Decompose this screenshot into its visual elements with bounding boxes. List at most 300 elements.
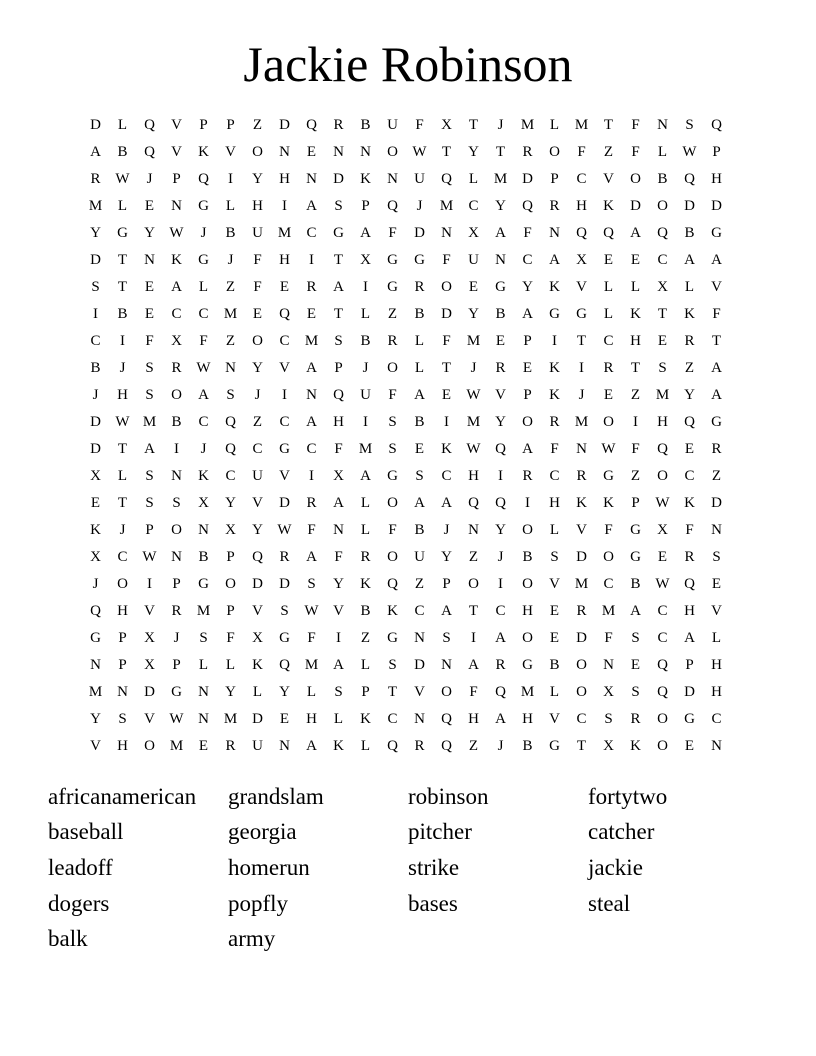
grid-letter: L — [468, 171, 479, 187]
grid-letter: L — [657, 144, 668, 160]
grid-letter: G — [117, 225, 128, 241]
grid-letter: C — [387, 711, 398, 727]
grid-letter: I — [282, 198, 287, 214]
grid-letter: G — [522, 657, 533, 673]
grid-letter: L — [117, 117, 128, 133]
grid-letter: I — [336, 630, 341, 646]
grid-letter: F — [442, 252, 451, 268]
grid-letter: E — [495, 333, 506, 349]
grid-letter: F — [253, 279, 262, 295]
grid-letter: I — [228, 171, 233, 187]
grid-letter: K — [684, 306, 695, 322]
grid-letter: Z — [387, 306, 398, 322]
grid-letter: S — [334, 198, 343, 214]
grid-letter: J — [578, 387, 585, 403]
grid-letter: A — [360, 225, 371, 241]
grid-letter: V — [144, 711, 155, 727]
grid-letter: N — [171, 549, 182, 565]
grid-letter: K — [603, 198, 614, 214]
grid-letter: S — [604, 711, 613, 727]
grid-letter: I — [525, 495, 530, 511]
grid-letter: S — [388, 441, 397, 457]
grid-letter: C — [225, 468, 236, 484]
grid-letter: O — [468, 576, 479, 592]
grid-letter: V — [576, 279, 587, 295]
grid-letter: S — [685, 117, 694, 133]
grid-letter: H — [468, 711, 479, 727]
grid-letter: C — [279, 414, 290, 430]
grid-letter: T — [468, 117, 479, 133]
grid-letter: M — [223, 711, 238, 727]
grid-letter: B — [117, 144, 128, 160]
grid-letter: K — [549, 360, 560, 376]
grid-letter: V — [225, 144, 236, 160]
grid-letter: N — [279, 144, 290, 160]
grid-letter: I — [633, 414, 638, 430]
grid-letter: E — [549, 630, 560, 646]
grid-letter: M — [169, 738, 184, 754]
grid-letter: E — [144, 279, 155, 295]
word-list-item: robinson — [408, 784, 489, 809]
grid-letter: L — [117, 468, 128, 484]
grid-letter: U — [252, 225, 263, 241]
grid-letter: N — [495, 252, 506, 268]
grid-letter: X — [468, 225, 479, 241]
grid-letter: H — [252, 198, 263, 214]
grid-letter: H — [711, 657, 722, 673]
grid-letter: E — [630, 657, 641, 673]
grid-letter: Y — [252, 522, 263, 538]
grid-letter: P — [334, 360, 343, 376]
grid-letter: A — [630, 603, 641, 619]
grid-letter: M — [88, 198, 103, 214]
grid-letter: Z — [630, 468, 641, 484]
grid-letter: A — [711, 360, 722, 376]
grid-letter: X — [90, 468, 101, 484]
grid-letter: K — [198, 144, 209, 160]
grid-letter: W — [412, 144, 427, 160]
grid-letter: Y — [468, 306, 479, 322]
grid-letter: Z — [468, 738, 479, 754]
grid-letter: I — [498, 468, 503, 484]
grid-letter: P — [226, 549, 235, 565]
grid-letter: A — [333, 279, 344, 295]
grid-letter: L — [198, 279, 209, 295]
grid-letter: O — [549, 144, 560, 160]
grid-letter: X — [441, 117, 452, 133]
grid-letter: K — [549, 387, 560, 403]
grid-letter: F — [388, 522, 397, 538]
grid-letter: H — [576, 198, 587, 214]
grid-letter: L — [549, 684, 560, 700]
grid-letter: F — [523, 225, 532, 241]
grid-letter: Y — [252, 171, 263, 187]
grid-letter: P — [361, 684, 370, 700]
grid-letter: L — [360, 522, 371, 538]
grid-letter: G — [279, 630, 290, 646]
grid-letter: Q — [495, 684, 506, 700]
grid-letter: L — [306, 684, 317, 700]
grid-letter: U — [387, 117, 398, 133]
grid-letter: V — [279, 468, 290, 484]
grid-letter: Q — [441, 738, 452, 754]
grid-letter: M — [196, 603, 211, 619]
grid-letter: A — [522, 306, 533, 322]
grid-letter: R — [522, 144, 533, 160]
grid-letter: X — [657, 522, 668, 538]
grid-letter: L — [549, 522, 560, 538]
grid-letter: O — [657, 198, 668, 214]
grid-letter: D — [90, 117, 101, 133]
grid-letter: T — [576, 738, 587, 754]
grid-letter: H — [468, 468, 479, 484]
grid-letter: S — [442, 630, 451, 646]
word-list-item: army — [228, 926, 276, 951]
grid-letter: Q — [387, 576, 398, 592]
grid-letter: J — [227, 252, 234, 268]
grid-letter: A — [333, 657, 344, 673]
grid-letter: B — [198, 549, 209, 565]
grid-letter: H — [117, 603, 128, 619]
grid-letter: D — [252, 711, 263, 727]
grid-letter: W — [169, 711, 184, 727]
grid-letter: P — [226, 117, 235, 133]
grid-letter: N — [549, 225, 560, 241]
grid-letter: N — [225, 360, 236, 376]
grid-letter: S — [145, 360, 154, 376]
grid-letter: P — [685, 657, 694, 673]
grid-letter: Y — [333, 576, 344, 592]
grid-letter: A — [333, 495, 344, 511]
grid-letter: L — [630, 279, 641, 295]
word-list-item: bases — [408, 891, 458, 916]
grid-letter: N — [441, 657, 452, 673]
grid-letter: I — [309, 468, 314, 484]
grid-letter: N — [360, 144, 371, 160]
grid-letter: O — [522, 576, 533, 592]
grid-letter: S — [712, 549, 721, 565]
grid-letter: O — [117, 576, 128, 592]
grid-letter: R — [684, 549, 695, 565]
grid-letter: Y — [90, 711, 101, 727]
grid-letter: K — [90, 522, 101, 538]
grid-letter: W — [466, 441, 481, 457]
grid-letter: G — [630, 549, 641, 565]
grid-letter: N — [414, 630, 425, 646]
grid-letter: E — [90, 495, 101, 511]
grid-letter: S — [388, 657, 397, 673]
grid-letter: C — [657, 630, 668, 646]
grid-letter: N — [171, 468, 182, 484]
grid-letter: M — [520, 117, 535, 133]
grid-letter: R — [495, 657, 506, 673]
grid-letter: D — [414, 225, 425, 241]
grid-letter: I — [120, 333, 125, 349]
grid-letter: L — [711, 630, 722, 646]
grid-letter: Q — [90, 603, 101, 619]
grid-letter: Q — [522, 198, 533, 214]
grid-letter: I — [444, 414, 449, 430]
word-list-item: popfly — [228, 891, 289, 916]
grid-letter: T — [468, 603, 479, 619]
grid-letter: O — [252, 144, 263, 160]
grid-letter: U — [414, 171, 425, 187]
grid-letter: M — [574, 117, 589, 133]
grid-letter: F — [307, 522, 316, 538]
grid-letter: R — [522, 468, 533, 484]
grid-letter: N — [576, 441, 587, 457]
grid-letter: N — [468, 522, 479, 538]
grid-letter: R — [333, 117, 344, 133]
grid-letter: E — [630, 252, 641, 268]
grid-letter: N — [441, 225, 452, 241]
grid-letter: B — [360, 333, 371, 349]
grid-letter: V — [90, 738, 101, 754]
grid-letter: T — [657, 306, 668, 322]
grid-letter: R — [711, 441, 722, 457]
grid-letter: G — [198, 252, 209, 268]
grid-letter: V — [549, 576, 560, 592]
grid-letter: O — [522, 522, 533, 538]
grid-letter: R — [576, 468, 587, 484]
grid-letter: G — [387, 468, 398, 484]
grid-letter: B — [684, 225, 695, 241]
grid-letter: E — [279, 279, 290, 295]
grid-letter: D — [576, 549, 587, 565]
grid-letter: B — [117, 306, 128, 322]
grid-letter: T — [117, 252, 128, 268]
grid-letter: X — [252, 630, 263, 646]
grid-letter: B — [414, 522, 425, 538]
word-list-item: baseball — [48, 819, 124, 844]
grid-letter: P — [118, 630, 127, 646]
word-list-item: homerun — [228, 855, 310, 880]
grid-letter: H — [117, 387, 128, 403]
grid-letter: X — [198, 495, 209, 511]
grid-letter: X — [225, 522, 236, 538]
grid-letter: P — [550, 171, 559, 187]
word-list-item: grandslam — [228, 784, 324, 809]
grid-letter: Z — [225, 279, 236, 295]
grid-letter: O — [522, 630, 533, 646]
grid-letter: Q — [279, 306, 290, 322]
grid-letter: E — [549, 603, 560, 619]
grid-letter: J — [470, 360, 477, 376]
grid-letter: W — [304, 603, 319, 619]
grid-letter: Q — [144, 117, 155, 133]
grid-letter: K — [171, 252, 182, 268]
grid-letter: H — [657, 414, 668, 430]
grid-letter: E — [684, 738, 695, 754]
grid-letter: Q — [306, 117, 317, 133]
grid-letter: E — [522, 360, 533, 376]
grid-letter: V — [711, 603, 722, 619]
grid-letter: F — [469, 684, 478, 700]
grid-letter: N — [117, 684, 128, 700]
grid-letter: I — [147, 576, 152, 592]
grid-letter: A — [549, 252, 560, 268]
grid-letter: N — [198, 522, 209, 538]
grid-letter: W — [142, 549, 157, 565]
grid-letter: G — [576, 306, 587, 322]
grid-letter: E — [657, 549, 668, 565]
grid-letter: B — [522, 738, 533, 754]
grid-letter: F — [604, 522, 613, 538]
grid-letter: M — [304, 657, 319, 673]
grid-letter: W — [682, 144, 697, 160]
grid-letter: D — [279, 117, 290, 133]
grid-letter: O — [441, 684, 452, 700]
grid-letter: J — [92, 576, 99, 592]
grid-letter: T — [441, 144, 452, 160]
grid-letter: J — [173, 630, 180, 646]
grid-letter: Q — [468, 495, 479, 511]
grid-letter: X — [360, 252, 371, 268]
grid-letter: C — [279, 333, 290, 349]
grid-letter: V — [549, 711, 560, 727]
grid-letter: M — [223, 306, 238, 322]
grid-letter: R — [387, 333, 398, 349]
grid-letter: D — [522, 171, 533, 187]
grid-letter: G — [387, 252, 398, 268]
grid-letter: O — [387, 549, 398, 565]
grid-letter: G — [387, 279, 398, 295]
grid-letter: B — [360, 603, 371, 619]
grid-letter: R — [495, 360, 506, 376]
grid-letter: F — [685, 522, 694, 538]
grid-letter: Q — [657, 684, 668, 700]
grid-letter: K — [387, 603, 398, 619]
word-list-item: dogers — [48, 891, 110, 916]
grid-letter: S — [631, 630, 640, 646]
grid-letter: J — [92, 387, 99, 403]
grid-letter: X — [144, 630, 155, 646]
word-list-item: steal — [588, 891, 631, 916]
grid-letter: Q — [387, 738, 398, 754]
grid-letter: A — [441, 495, 452, 511]
grid-letter: A — [306, 414, 317, 430]
grid-letter: R — [414, 738, 425, 754]
grid-letter: K — [333, 738, 344, 754]
grid-letter: X — [90, 549, 101, 565]
grid-letter: P — [442, 576, 451, 592]
grid-letter: O — [630, 171, 641, 187]
grid-letter: Q — [279, 657, 290, 673]
grid-letter: S — [226, 387, 235, 403]
grid-letter: E — [306, 306, 317, 322]
grid-letter: K — [441, 441, 452, 457]
grid-letter: K — [549, 279, 560, 295]
grid-letter: J — [443, 522, 450, 538]
grid-letter: Q — [198, 171, 209, 187]
grid-letter: Y — [495, 198, 506, 214]
grid-letter: F — [199, 333, 208, 349]
grid-letter: C — [657, 252, 668, 268]
grid-letter: R — [279, 549, 290, 565]
grid-letter: V — [576, 522, 587, 538]
grid-letter: A — [198, 387, 209, 403]
grid-letter: O — [441, 279, 452, 295]
grid-letter: V — [603, 171, 614, 187]
grid-letter: M — [574, 576, 589, 592]
grid-letter: C — [657, 603, 668, 619]
grid-letter: E — [603, 387, 614, 403]
grid-letter: T — [576, 333, 587, 349]
grid-letter: P — [523, 387, 532, 403]
grid-letter: Z — [252, 117, 263, 133]
grid-letter: N — [333, 522, 344, 538]
grid-letter: S — [118, 711, 127, 727]
grid-letter: E — [198, 738, 209, 754]
grid-letter: L — [225, 657, 236, 673]
grid-letter: D — [441, 306, 452, 322]
grid-letter: A — [414, 495, 425, 511]
grid-letter: F — [631, 441, 640, 457]
grid-letter: H — [549, 495, 560, 511]
grid-letter: J — [200, 225, 207, 241]
grid-letter: Y — [225, 684, 236, 700]
grid-letter: S — [280, 603, 289, 619]
grid-letter: E — [279, 711, 290, 727]
grid-letter: A — [90, 144, 101, 160]
grid-letter: H — [684, 603, 695, 619]
word-list-item: pitcher — [408, 819, 472, 844]
grid-letter: V — [171, 117, 182, 133]
grid-letter: X — [603, 684, 614, 700]
grid-letter: O — [603, 549, 614, 565]
grid-letter: S — [631, 684, 640, 700]
grid-letter: Y — [252, 360, 263, 376]
grid-letter: Q — [684, 576, 695, 592]
grid-letter: Q — [225, 441, 236, 457]
grid-letter: S — [145, 468, 154, 484]
grid-letter: P — [226, 603, 235, 619]
grid-letter: N — [603, 657, 614, 673]
grid-letter: Z — [414, 576, 425, 592]
grid-letter: M — [358, 441, 373, 457]
grid-letter: R — [360, 549, 371, 565]
grid-letter: I — [93, 306, 98, 322]
word-list-item: leadoff — [48, 855, 113, 880]
grid-letter: G — [495, 279, 506, 295]
grid-letter: P — [172, 657, 181, 673]
grid-letter: B — [171, 414, 182, 430]
grid-letter: T — [117, 279, 128, 295]
grid-letter: G — [711, 414, 722, 430]
grid-letter: V — [495, 387, 506, 403]
grid-letter: K — [684, 495, 695, 511]
grid-letter: D — [252, 576, 263, 592]
grid-letter: A — [495, 711, 506, 727]
grid-letter: R — [603, 360, 614, 376]
grid-letter: S — [145, 495, 154, 511]
grid-letter: A — [630, 225, 641, 241]
grid-letter: Q — [495, 495, 506, 511]
grid-letter: C — [576, 171, 587, 187]
grid-letter: H — [522, 603, 533, 619]
grid-letter: I — [471, 630, 476, 646]
grid-letter: C — [306, 441, 317, 457]
grid-letter: M — [574, 414, 589, 430]
grid-letter: K — [360, 171, 371, 187]
grid-letter: O — [387, 495, 398, 511]
grid-letter: I — [363, 414, 368, 430]
grid-letter: T — [441, 360, 452, 376]
grid-letter: N — [198, 711, 209, 727]
grid-letter: U — [252, 738, 263, 754]
grid-letter: H — [117, 738, 128, 754]
grid-letter: C — [549, 468, 560, 484]
